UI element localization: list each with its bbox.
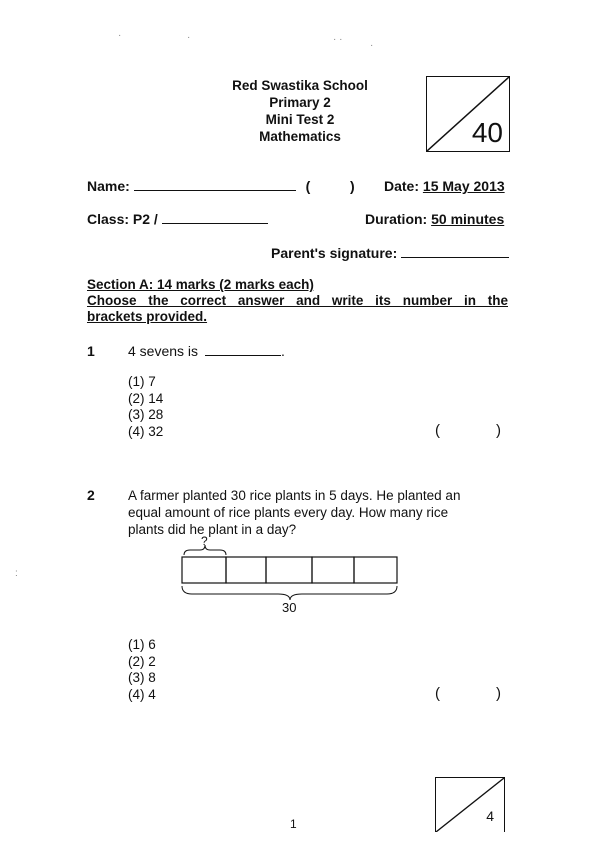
subject: Mathematics [259,129,341,144]
duration-field [365,211,504,227]
scan-speck: : [15,568,18,579]
register-paren-close: ) [350,178,355,194]
duration-value: 50 minutes [431,211,505,227]
question-2-line: A farmer planted 30 rice plants in 5 days. He planted an [128,488,461,503]
register-paren-open: ( [305,178,311,194]
signature-blank[interactable] [401,257,509,258]
question-number: 1 [87,343,95,359]
bar-units [182,557,397,583]
bracket-close: ) [496,685,501,702]
section-title: Section A: 14 marks (2 marks each) [87,277,314,292]
page-number: 1 [290,817,297,831]
scan-speck: · [187,32,191,43]
level: Primary 2 [269,95,331,110]
question-2-options [128,637,156,703]
bar-model-diagram [178,534,403,619]
test-header [200,77,400,145]
name-blank[interactable] [134,190,296,191]
date-label: Date: [384,178,420,194]
option: (3) 28 [128,407,164,422]
scan-speck: · · [333,34,343,45]
page-score: 4 [486,808,494,824]
class-field [87,211,268,227]
option: (4) 32 [128,423,164,439]
option: (3) 8 [128,670,156,685]
school-name: Red Swastika School [232,78,368,93]
signature-label: Parent's signature: [271,245,398,261]
option: (2) 14 [128,390,164,406]
total-label: 30 [282,600,297,615]
bracket-open: ( [435,685,440,702]
question-1-period: . [280,343,285,359]
total-score-box [426,76,510,152]
question-2-line: plants did he plant in a day? [128,522,297,537]
section-instruction-line1: Choose the correct answer and write its number in the [87,293,508,308]
bracket-open: ( [435,422,440,439]
signature-field [271,245,509,261]
scan-speck: · [118,30,122,41]
question-1-stem: 4 sevens is [128,343,199,359]
question-number: 2 [87,487,95,503]
option: (4) 4 [128,686,156,702]
bracket-close: ) [496,422,501,439]
date-field [384,178,505,194]
question-2-line: equal amount of rice plants every day. How many rice [128,505,449,520]
total-score: 40 [471,117,503,148]
test-name: Mini Test 2 [265,112,335,127]
page-score-box [435,777,505,832]
question-2-text [128,487,460,538]
question-1-options [128,374,163,440]
answer-blank[interactable] [205,355,281,356]
date-value: 15 May 2013 [422,178,505,194]
answer-bracket[interactable] [435,422,501,439]
name-field [87,178,355,194]
unknown-label: ? [201,534,208,548]
total-brace [182,586,397,600]
class-label: Class: P2 / [87,211,158,227]
answer-bracket[interactable] [435,685,501,702]
duration-label: Duration: [365,211,428,227]
section-instruction-line2: brackets provided. [87,309,208,324]
option: (1) 7 [128,374,156,389]
class-blank[interactable] [162,223,268,224]
question-1-text [128,343,285,359]
name-label: Name: [87,178,130,194]
option: (1) 6 [128,637,156,652]
option: (2) 2 [128,653,156,669]
scan-speck: · [370,40,374,51]
